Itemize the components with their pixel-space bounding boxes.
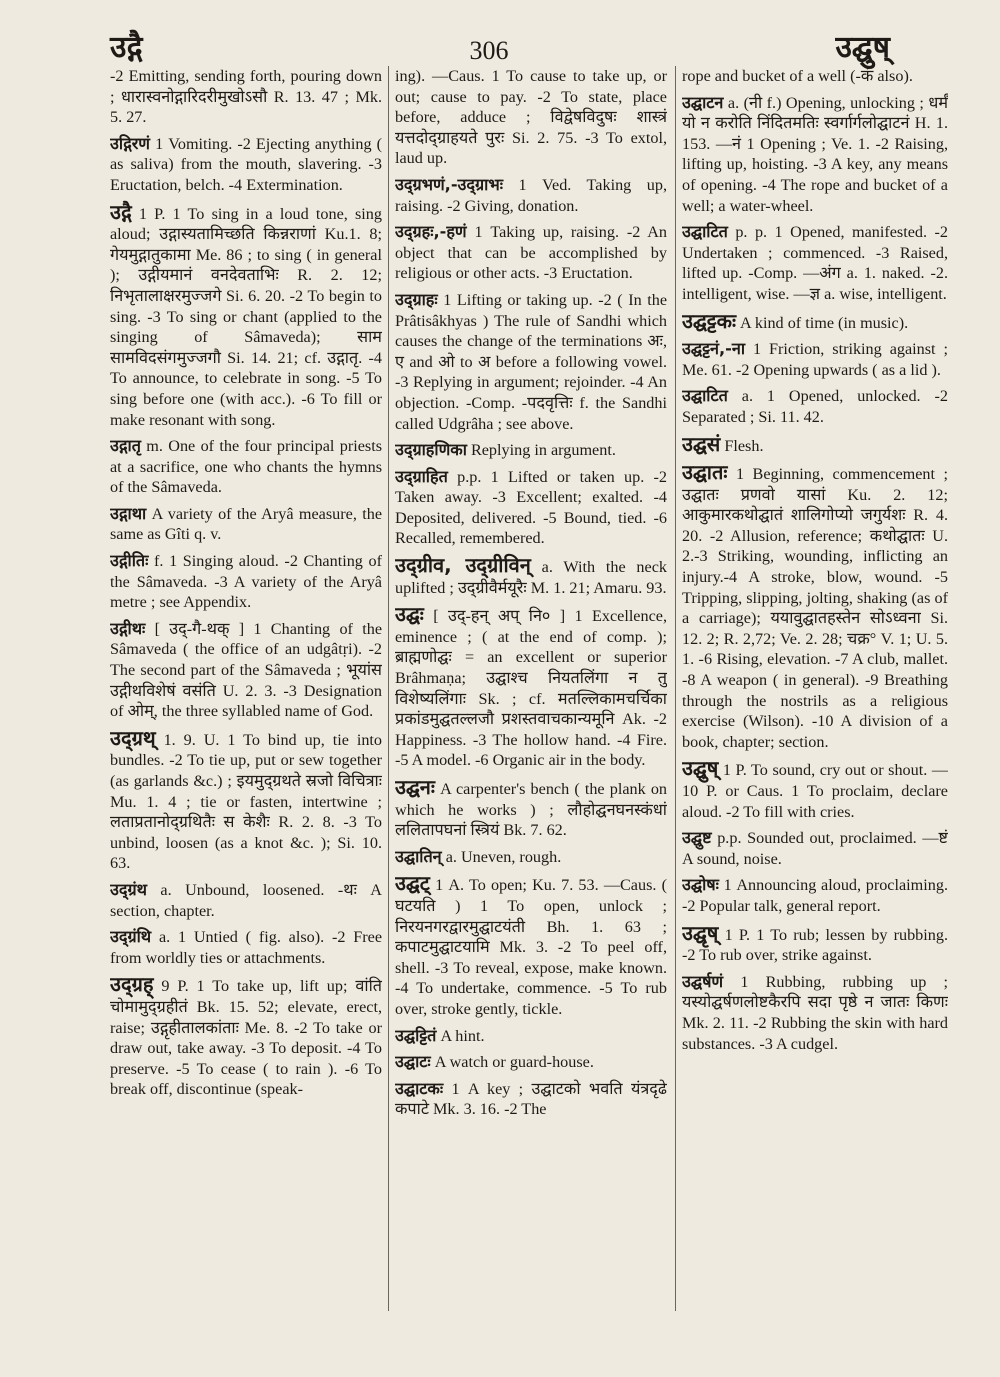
dictionary-entry bbox=[110, 134, 382, 196]
entry-definition: a. Uneven, rough. bbox=[445, 847, 562, 866]
dictionary-entry bbox=[110, 619, 382, 722]
entry-definition: [ उद्-गै-थक् ] 1 Chanting of the Sâmaveda ( the office of an udgâtṛi). -2 The second part of the Sâmaveda ; भूयांस उद्गीथविशेषं वसंति U. 2. 3. -3 Designation of ओम्, the three syllabled name of God. bbox=[110, 619, 382, 721]
entry-definition: 1 Friction, striking against ; Me. 61. -2 Opening upwards ( as a lid ). bbox=[682, 340, 948, 379]
dictionary-entry bbox=[682, 386, 948, 427]
entry-headword: उद्घाटित bbox=[682, 386, 728, 406]
entry-definition: p. p. 1 Opened, manifested. -2 Undertaken ; commenced. -3 Raised, lifted up. -Comp. —अंग a. 1. naked. -2. intelligent, wise. —ज्ञ a. wise, intelligent. bbox=[682, 223, 948, 303]
entry-headword: उद्घाटित bbox=[682, 222, 728, 242]
entry-headword: उद्घुष् bbox=[682, 756, 719, 781]
dictionary-entry bbox=[395, 290, 667, 434]
entry-headword: उद्घर्षणं bbox=[682, 971, 724, 991]
entry-definition: -2 Emitting, sending forth, pouring down ; धारास्वनोद्गारिदरीमुखोऽसौ R. 13. 47 ; Mk. 5. 27. bbox=[110, 67, 382, 127]
dictionary-entry bbox=[395, 467, 667, 549]
entry-definition: 1 Taking up, raising. -2 An object that can be accomplished by religious or other acts. -3 Eructation. bbox=[395, 223, 667, 283]
dictionary-entry bbox=[395, 873, 667, 1019]
dictionary-entry bbox=[682, 222, 948, 304]
entry-definition: A hint. bbox=[440, 1026, 485, 1045]
dictionary-entry bbox=[110, 880, 382, 921]
dictionary-entry bbox=[682, 339, 948, 380]
dictionary-entry bbox=[110, 725, 382, 874]
entry-definition: 1 P. 1 To sing in a loud tone, sing aloud; उद्गास्यतामिच्छति किन्नराणां Ku.1. 8; गेयमुद्गातुकामा Me. 86 ; to sing ( in general ); उद्गीयमानं वनदेवताभिः R. 2. 12; निभृतालाक्षरमुज्जगे Si. 6. 20. -2 To begin to sing. -3 To sing or chant (applied to the singing of Sâmaveda); साम सामविदसंगमुज्जगौ Si. 14. 21; cf. उद्गातृ. -4 To announce, to celebrate in song. -5 To sing before one (with acc.). -6 To fill or make resonant with song. bbox=[110, 204, 382, 429]
column-1 bbox=[110, 66, 382, 1356]
entry-definition: [ उद्-हन् अप् नि० ] 1 Excellence, eminence ; ( at the end of comp. ); ब्राह्मणोद्घः = an excellent or superior Brâhmaṇa; उद्घाश्च नियतलिंगा न तु विशेष्यलिंगाः Sk. ; cf. मतल्लिकामचर्चिका प्रकांडमुद्घतल्लजौ प्रशस्तवाचकान्यमूनि Ak. -2 Happiness. -3 The hollow hand. -4 Fire. -5 A model. -6 Organic air in the body. bbox=[395, 607, 667, 770]
dictionary-entry bbox=[682, 875, 948, 916]
entry-definition: a. With the neck uplifted ; उद्ग्रीवैर्मयूरैः M. 1. 21; Amaru. 93. bbox=[395, 558, 667, 597]
dictionary-entry bbox=[110, 974, 382, 1100]
dictionary-entry bbox=[682, 93, 948, 217]
entry-headword: उद्घट् bbox=[395, 871, 430, 896]
entry-definition: m. One of the four principal priests at a sacrifice, one who chants the hymns of the Sâmaveda. bbox=[110, 437, 382, 497]
dictionary-entry bbox=[395, 777, 667, 841]
entry-headword: उद्घट्टनं,-ना bbox=[682, 339, 746, 359]
entry-headword: उद्गीतिः bbox=[110, 551, 149, 571]
entry-definition: a. (नी f.) Opening, unlocking ; धर्मं यो न करोति निंदितमतिः स्वर्गार्गलोद्घाटनं H. 1. 153. —नं 1 Opening ; Ve. 1. -2 Raising, lifting up, hoisting. -3 A key, any means of opening. -4 The rope and bucket of a well; a water-wheel. bbox=[682, 93, 948, 215]
dictionary-entry bbox=[682, 308, 948, 334]
entry-definition: 1 Ved. Taking up, raising. -2 Giving, donation. bbox=[395, 175, 667, 215]
entry-headword: उद्गातृ bbox=[110, 436, 141, 456]
column-3 bbox=[682, 66, 948, 1356]
entry-definition: 1 Announcing aloud, proclaiming. -2 Popular talk, general report. bbox=[682, 876, 948, 915]
entry-definition: f. 1 Singing aloud. -2 Chanting of the Sâmaveda. -3 A variety of the Aryâ metre ; see Appendix. bbox=[110, 552, 382, 612]
dictionary-entry bbox=[682, 66, 948, 87]
dictionary-entry bbox=[682, 972, 948, 1054]
entry-headword: उद्घट्टितं bbox=[395, 1025, 437, 1045]
entry-headword: उद्ग्रभणं,-उद्ग्राभः bbox=[395, 174, 503, 194]
dictionary-entry bbox=[395, 1026, 667, 1047]
dictionary-entry bbox=[110, 504, 382, 545]
entry-definition: Replying in argument. bbox=[470, 441, 616, 460]
entry-headword: उद्घुष्ट bbox=[682, 828, 712, 848]
entry-definition: p.p. 1 Lifted or taken up. -2 Taken away. -3 Excellent; exalted. -4 Deposited, delivered. -5 Bound, tied. -6 Recalled, remembered. bbox=[395, 467, 667, 548]
dictionary-entry bbox=[395, 440, 667, 461]
entry-headword: उद्ग्राहित bbox=[395, 466, 448, 486]
entry-headword: उद्घाटकः bbox=[395, 1078, 444, 1098]
dictionary-entry bbox=[110, 199, 382, 431]
dictionary-entry bbox=[395, 222, 667, 284]
header-left-guideword: उद्गै bbox=[110, 30, 143, 65]
dictionary-entry bbox=[110, 927, 382, 968]
dictionary-entry bbox=[395, 555, 667, 598]
entry-headword: उद्ग्रह् bbox=[110, 972, 154, 997]
entry-definition: A variety of the Aryâ measure, the same as Gîti q. v. bbox=[110, 504, 382, 544]
entry-headword: उद्घृष् bbox=[682, 920, 719, 945]
entry-definition: 1 Rubbing, rubbing up ; यस्योद्घर्षणलोष्टकैरपि सदा पृष्ठे न जातः किणः Mk. 2. 11. -2 Rubbing the skin with hard substances. -3 A cudgel. bbox=[682, 972, 948, 1053]
entry-headword: उद्घसं bbox=[682, 431, 721, 456]
entry-headword: उद्ग्रंथ bbox=[110, 879, 147, 899]
dictionary-entry bbox=[110, 551, 382, 613]
entry-headword: उद्गीथः bbox=[110, 618, 146, 638]
entry-definition: a. 1 Opened, unlocked. -2 Separated ; Si. 11. 42. bbox=[682, 387, 948, 426]
dictionary-entry bbox=[682, 758, 948, 822]
header-right-guideword: उद्घुष् bbox=[835, 30, 890, 65]
entry-definition: A carpenter's bench ( the plank on which he works ) ; लौहोद्घनघनस्कंधां ललितापघनां स्त्रियं Bk. 7. 62. bbox=[395, 780, 667, 840]
dictionary-entry bbox=[110, 436, 382, 498]
dictionary-entry bbox=[395, 847, 667, 868]
entry-headword: उद्गाथा bbox=[110, 503, 147, 523]
entry-headword: उद्घातिन् bbox=[395, 846, 442, 866]
entry-headword: उद्ग्रहः,-हणं bbox=[395, 222, 467, 242]
entry-headword: उद्घः bbox=[395, 602, 424, 627]
entry-definition: 1 A. To open; Ku. 7. 53. —Caus. ( घटयति ) 1 To open, unlock ; निरयनगरद्वारमुद्घाटयंती Bh. 1. 63 ; कपाटमुद्घाटयामि Mk. 3. -2 To peel off, shell. -3 To reveal, expose, make known. -4 To undertake, commence. -5 To rub over, stroke gently, tickle. bbox=[395, 876, 667, 1018]
entry-definition: 1 P. To sound, cry out or shout. —10 P. or Caus. 1 To proclaim, declare aloud. -2 To fill with cries. bbox=[682, 761, 948, 821]
entry-headword: उद्घोषः bbox=[682, 875, 719, 895]
dictionary-entry bbox=[682, 920, 948, 966]
column-divider bbox=[675, 66, 676, 1311]
entry-headword: उद्ग्रंथि bbox=[110, 927, 152, 947]
entry-headword: उद्ग्राहणिका bbox=[395, 440, 467, 460]
page-header bbox=[110, 22, 890, 66]
entry-definition: 1 P. 1 To rub; lessen by rubbing. -2 To rub over, strike against. bbox=[682, 925, 948, 965]
entry-headword: उद्घट्टकः bbox=[682, 308, 736, 333]
entry-definition: a. Unbound, loosened. -थः A section, chapter. bbox=[110, 880, 382, 920]
entry-headword: उद्ग्रथ् bbox=[110, 725, 156, 750]
entry-definition: A kind of time (in music). bbox=[740, 313, 909, 332]
entry-headword: उद्घाटन bbox=[682, 92, 724, 112]
entry-definition: 1 Beginning, commencement ; उद्घातः प्रणवो यासां Ku. 2. 12; आकुमारकथोद्घातं शालिगोप्यो जगुर्यशः R. 4. 20. -2 Allusion, reference; कथोद्घातः U. 2.-3 Striking, wounding, inflicting an injury.-4 A stroke, blow, wound. -5 Tripping, slipping, jolting, shaking (as of a carriage); ययावुद्घातहस्तेन सोऽध्वना Si. 12. 2; R. 2,72; Ve. 2. 28; चक्र° V. 1; U. 5. 1. -6 Rising, elevation. -7 A club, mallet. -8 A weapon ( in general). -9 Breathing through the nostrils as a religious exercise (Wilson). -10 A division of a book, chapter; section. bbox=[682, 465, 948, 751]
entry-definition: Flesh. bbox=[724, 436, 764, 455]
entry-definition: rope and bucket of a well (-कं also). bbox=[682, 67, 913, 85]
entry-headword: उद्ग्रीव, उद्ग्रीविन् bbox=[395, 553, 531, 578]
dictionary-entry bbox=[395, 604, 667, 771]
entry-definition: ing). —Caus. 1 To cause to take up, or out; cause to pay. -2 To state, place before, adduce ; विद्वेषविदुषः शास्त्रं यत्तदोद्ग्राहयते पुरः Si. 2. 75. -3 To extol, laud up. bbox=[395, 67, 667, 168]
dictionary-entry bbox=[682, 462, 948, 752]
entry-headword: उद्गिरणं bbox=[110, 133, 151, 153]
dictionary-entry bbox=[682, 828, 948, 869]
entry-headword: उद्घाटः bbox=[395, 1052, 431, 1072]
page-number: 306 bbox=[469, 36, 509, 65]
dictionary-entry bbox=[682, 431, 948, 457]
entry-definition: 1 A key ; उद्घाटको भवति यंत्रदृढे कपाटे Mk. 3. 16. -2 The bbox=[395, 1079, 667, 1119]
entry-headword: उद्गै bbox=[110, 199, 132, 224]
entry-definition: a. 1 Untied ( fig. also). -2 Free from worldly ties or attachments. bbox=[110, 928, 382, 967]
dictionary-entry bbox=[110, 66, 382, 128]
entry-definition: 9 P. 1 To take up, lift up; वांति चोमामुद्ग्रहीतं Bk. 15. 52; elevate, erect, raise; उद्गृहीतालकांताः Me. 8. -2 To take or draw out, take away. -3 To deposit. -4 To preserve. -5 To cease ( to rain ). -6 To break off, discontinue (speak- bbox=[110, 977, 382, 1099]
dictionary-entry bbox=[395, 175, 667, 216]
column-divider bbox=[388, 66, 389, 1311]
entry-headword: उद्ग्राहः bbox=[395, 289, 438, 309]
entry-headword: उद्घनः bbox=[395, 775, 435, 799]
dictionary-entry bbox=[395, 1052, 667, 1073]
entry-definition: 1 Lifting or taking up. -2 ( In the Prâtisâkhyas ) The rule of Sandhi which causes the change of the terminations अः, ए and ओ to अ before a following vowel. -3 Replying in argument; rejoinder. -4 An objection. -Comp. -पदवृत्तिः f. the Sandhi called Udgrâha ; see above. bbox=[395, 290, 667, 433]
entry-definition: p.p. Sounded out, proclaimed. —ष्टं A sound, noise. bbox=[682, 829, 948, 868]
column-2 bbox=[395, 66, 667, 1356]
dictionary-entry bbox=[395, 1079, 667, 1120]
entry-definition: A watch or guard-house. bbox=[434, 1053, 594, 1072]
dictionary-entry bbox=[395, 66, 667, 169]
entry-definition: 1. 9. U. 1 To bind up, tie into bundles. -2 To tie up, put or sew together (as garlands &c.) ; इयमुद्ग्रथते स्रजो विचित्राः Mu. 1. 4 ; tie or fasten, intertwine ; लताप्रतानोद्ग्रथितैः स केशैः R. 2. 8. -3 To unbind, loosen (as a knot &c. ); Si. 10. 63. bbox=[110, 730, 382, 873]
entry-headword: उद्घातः bbox=[682, 460, 728, 485]
entry-definition: 1 Vomiting. -2 Ejecting anything ( as saliva) from the mouth, slavering. -3 Eructation, belch. -4 Extermination. bbox=[110, 134, 382, 194]
